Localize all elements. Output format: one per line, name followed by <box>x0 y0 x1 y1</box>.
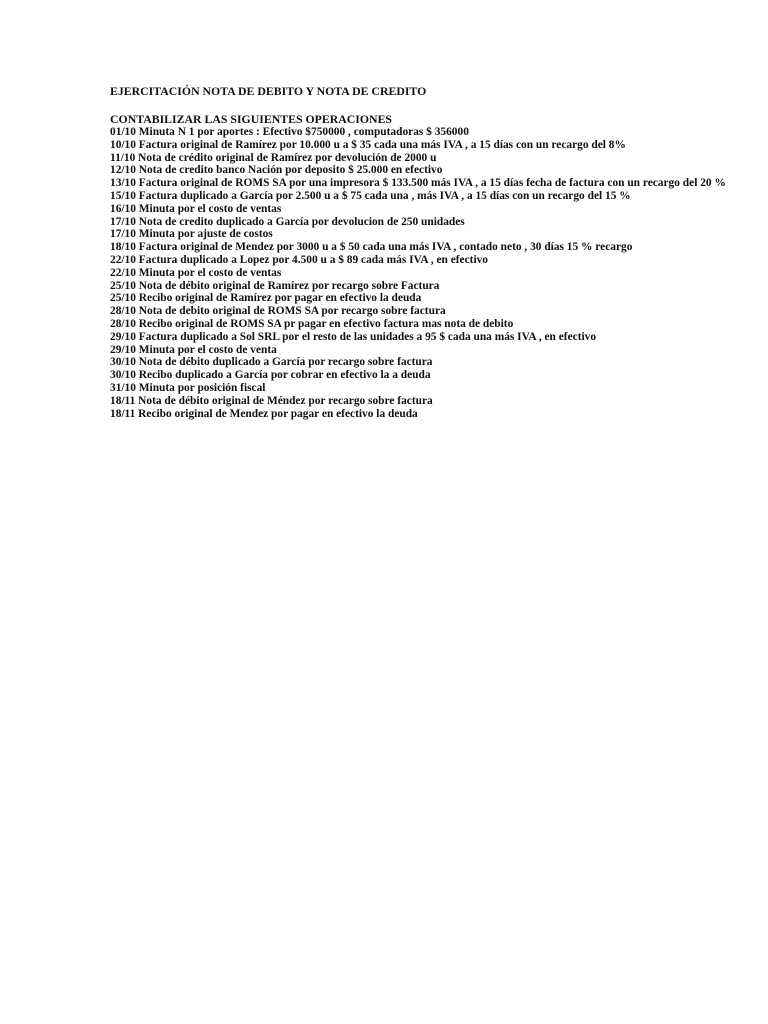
operation-line: 28/10 Recibo original de ROMS SA pr pagar en efectivo factura mas nota de debito <box>110 317 514 330</box>
section-heading: CONTABILIZAR LAS SIGUIENTES OPERACIONES <box>110 112 392 126</box>
operation-line: 17/10 Nota de credito duplicado a García por devolucion de 250 unidades <box>110 215 465 228</box>
operation-line: 18/10 Factura original de Mendez por 3000 u a $ 50 cada una más IVA , contado neto , 30 días 15 % recargo <box>110 241 633 254</box>
operation-line: 13/10 Factura original de ROMS SA por una impresora $ 133.500 más IVA , a 15 días fecha de factura con un recargo del 20 % <box>110 177 726 190</box>
operation-line: 25/10 Nota de débito original de Ramírez por recargo sobre Factura <box>110 279 440 292</box>
operation-line: 18/11 Recibo original de Mendez por pagar en efectivo la deuda <box>110 407 418 420</box>
operation-line: 22/10 Minuta por el costo de ventas <box>110 266 282 279</box>
document-page <box>110 83 760 420</box>
operation-line: 17/10 Minuta por ajuste de costos <box>110 228 273 241</box>
operation-line: 11/10 Nota de crédito original de Ramírez por devolución de 2000 u <box>110 151 437 164</box>
operation-line: 15/10 Factura duplicado a García por 2.500 u a $ 75 cada una , más IVA , a 15 días con un recargo del 15 % <box>110 189 631 202</box>
operation-line: 29/10 Factura duplicado a Sol SRL por el resto de las unidades a 95 $ cada una más IVA , en efectivo <box>110 330 597 343</box>
document-title: EJERCITACIÓN NOTA DE DEBITO Y NOTA DE CREDITO <box>110 84 427 98</box>
operation-line: 30/10 Recibo duplicado a García por cobrar en efectivo la a deuda <box>110 369 431 382</box>
operation-line: 25/10 Recibo original de Ramírez por pagar en efectivo la deuda <box>110 292 422 305</box>
operation-line: 31/10 Minuta por posición fiscal <box>110 381 266 394</box>
operation-line: 18/11 Nota de débito original de Méndez por recargo sobre factura <box>110 394 433 407</box>
operation-line: 30/10 Nota de débito duplicado a García por recargo sobre factura <box>110 356 433 369</box>
operation-line: 22/10 Factura duplicado a Lopez por 4.500 u a $ 89 cada más IVA , en efectivo <box>110 253 489 266</box>
operations-list <box>110 126 760 420</box>
operation-line: 29/10 Minuta por el costo de venta <box>110 343 277 356</box>
operation-line: 16/10 Minuta por el costo de ventas <box>110 202 282 215</box>
operation-line: 10/10 Factura original de Ramírez por 10.000 u a $ 35 cada una más IVA , a 15 días con un recargo del 8% <box>110 138 626 151</box>
operation-line: 28/10 Nota de debito original de ROMS SA por recargo sobre factura <box>110 305 446 318</box>
operation-line: 12/10 Nota de credito banco Nación por deposito $ 25.000 en efectivo <box>110 164 443 177</box>
operation-line: 01/10 Minuta N 1 por aportes : Efectivo $750000 , computadoras $ 356000 <box>110 126 469 138</box>
